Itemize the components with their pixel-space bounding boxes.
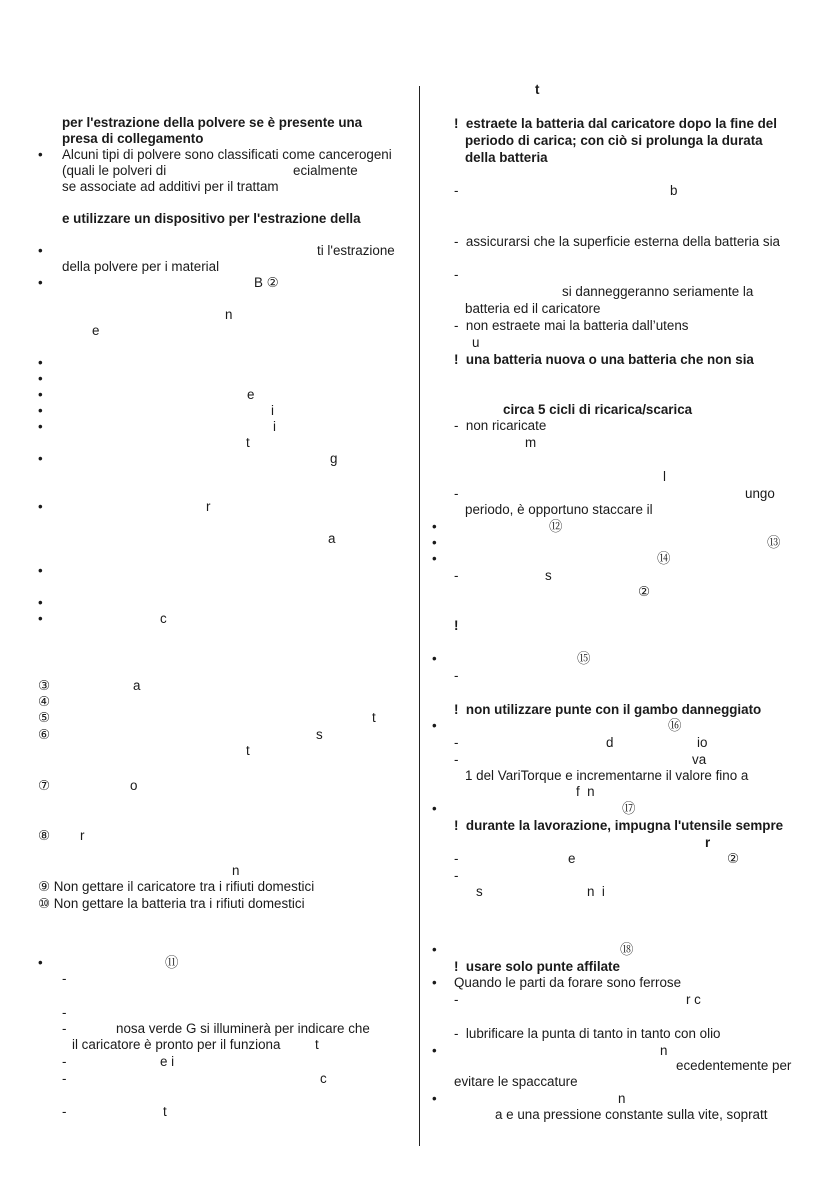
right-text-line: • xyxy=(432,551,437,566)
left-text-line: o xyxy=(130,778,138,793)
right-text-line: t xyxy=(535,82,540,97)
right-text-line: • xyxy=(432,1091,437,1106)
left-text-line: • xyxy=(38,451,43,466)
left-text-line: - xyxy=(62,1104,67,1119)
right-text-line: • xyxy=(432,519,437,534)
left-text-line: il caricatore è pronto per il funziona xyxy=(72,1037,281,1052)
right-text-line: b xyxy=(670,183,678,198)
left-text-line: • xyxy=(38,371,43,386)
right-text-line: - xyxy=(454,992,459,1007)
left-text-line: se associate ad additivi per il trattam xyxy=(62,179,279,194)
left-text-line: a xyxy=(133,678,141,693)
right-text-line: - lubrificare la punta di tanto in tanto con olio xyxy=(454,1026,721,1041)
right-text-line: ! usare solo punte affilate xyxy=(454,959,620,974)
right-text-line: s xyxy=(545,568,552,583)
left-text-line: g xyxy=(330,451,338,466)
right-text-line: batteria ed il caricatore xyxy=(465,301,601,316)
right-text-line: • xyxy=(432,718,437,733)
left-text-line: - xyxy=(62,1054,67,1069)
right-text-line: evitare le spaccature xyxy=(454,1074,578,1089)
right-text-line: - assicurarsi che la superficie esterna della batteria sia xyxy=(454,234,780,249)
right-text-line: circa 5 cicli di ricarica/scarica xyxy=(503,402,693,417)
right-text-line: ⑮ xyxy=(577,651,591,666)
right-text-line: - xyxy=(454,267,459,282)
right-text-line: a e una pressione constante sulla vite, sopratt xyxy=(495,1107,768,1122)
right-text-line: • xyxy=(432,975,437,990)
left-text-line: - xyxy=(62,1071,67,1086)
right-text-line: ⑫ xyxy=(549,519,563,534)
right-text-line: n xyxy=(660,1043,668,1058)
left-text-line: per l'estrazione della polvere se è presente una xyxy=(62,115,363,130)
left-text-line: t xyxy=(315,1037,319,1052)
left-text-line: • xyxy=(38,563,43,578)
left-text-line: (quali le polveri di xyxy=(62,163,167,178)
right-text-line: ecedentemente per xyxy=(676,1058,792,1073)
right-text-line: ⑱ xyxy=(620,942,634,957)
left-text-line: e xyxy=(247,387,255,402)
left-text-line: ④ xyxy=(38,694,51,709)
right-text-line: - xyxy=(454,668,459,683)
left-text-line: s xyxy=(316,727,323,742)
left-text-line: • xyxy=(38,243,43,258)
right-text-line: - xyxy=(454,183,459,198)
right-text-line: Quando le parti da forare sono ferrose xyxy=(454,975,682,990)
left-text-line: ti l'estrazione xyxy=(317,243,395,258)
right-text-line: s xyxy=(476,884,483,899)
right-text-line: ! xyxy=(454,618,459,633)
left-text-line: • xyxy=(38,355,43,370)
right-text-line: - non ricaricate xyxy=(454,418,547,433)
right-text-line: ⑰ xyxy=(622,801,636,816)
left-text-line: nosa verde G si illuminerà per indicare che xyxy=(116,1021,370,1036)
left-text-line: • xyxy=(38,611,43,626)
right-text-line: della batteria xyxy=(465,150,548,165)
left-text-line: i xyxy=(273,419,276,434)
left-text-line: • xyxy=(38,387,43,402)
right-text-line: u xyxy=(472,335,480,350)
left-text-line: ⑩ Non gettare la batteria tra i rifiuti domestici xyxy=(38,896,305,911)
right-text-line: • xyxy=(432,535,437,550)
left-text-line: i xyxy=(271,403,274,418)
left-text-line: presa di collegamento xyxy=(62,131,204,146)
right-text-line: • xyxy=(432,651,437,666)
right-text-line: m xyxy=(525,435,537,450)
right-text-line: • xyxy=(432,801,437,816)
left-text-line: n xyxy=(225,307,233,322)
right-text-line: va xyxy=(692,752,707,767)
right-text-line: periodo di carica; con ciò si prolunga la durata xyxy=(465,133,763,148)
right-text-line: ! non utilizzare punte con il gambo danneggiato xyxy=(454,702,762,717)
left-text-line: ⑨ Non gettare il caricatore tra i rifiuti domestici xyxy=(38,879,315,894)
left-text-line: ecialmente xyxy=(293,163,358,178)
right-text-line: - xyxy=(454,735,459,750)
left-text-line: - xyxy=(62,1005,67,1020)
right-text-line: ② xyxy=(727,851,740,866)
left-text-line: ③ xyxy=(38,678,51,693)
right-text-line: ! una batteria nuova o una batteria che non sia xyxy=(454,352,754,367)
left-text-line: ⑤ xyxy=(38,710,51,725)
right-text-line: • xyxy=(432,1043,437,1058)
left-text-line: t xyxy=(163,1104,167,1119)
right-text-line: 1 del VariTorque e incrementarne il valore fino a xyxy=(465,768,749,783)
left-text-line: • xyxy=(38,955,43,970)
left-text-line: B ② xyxy=(254,275,279,290)
left-text-line: ⑪ xyxy=(165,955,179,970)
left-text-line: • xyxy=(38,275,43,290)
left-text-line: - xyxy=(62,971,67,986)
right-text-line: ② xyxy=(638,584,651,599)
right-text-line: e xyxy=(568,851,576,866)
left-text-line: e i xyxy=(160,1054,175,1069)
right-text-line: si danneggeranno seriamente la xyxy=(562,284,754,299)
left-text-line: r xyxy=(80,828,85,843)
left-text-line: e xyxy=(92,323,100,338)
right-text-line: - xyxy=(454,486,459,501)
column-divider xyxy=(419,86,420,1146)
right-text-line: • xyxy=(432,942,437,957)
right-text-line: r c xyxy=(686,992,701,1007)
left-text-line: - xyxy=(62,1021,67,1036)
left-text-line: t xyxy=(372,710,376,725)
left-text-line: t xyxy=(246,435,250,450)
left-text-line: della polvere per i material xyxy=(62,259,220,274)
right-text-line: - xyxy=(454,868,459,883)
right-text-line: ⑬ xyxy=(767,535,781,550)
right-text-line: ! estraete la batteria dal caricatore dopo la fine del xyxy=(454,116,777,131)
right-text-line: ⑯ xyxy=(668,718,682,733)
right-text-line: - non estraete mai la batteria dall’utens xyxy=(454,318,689,333)
left-text-line: n xyxy=(232,863,240,878)
right-text-line: d xyxy=(606,735,614,750)
right-text-line: n i xyxy=(587,884,605,899)
right-text-line: ! durante la lavorazione, impugna l'utensile sempre xyxy=(454,818,784,833)
left-text-line: a xyxy=(328,531,336,546)
right-text-line: - xyxy=(454,851,459,866)
left-text-line: • xyxy=(38,595,43,610)
right-text-line: f n xyxy=(576,784,595,799)
right-text-line: - xyxy=(454,568,459,583)
left-text-line: Alcuni tipi di polvere sono classificati come cancerogeni xyxy=(62,147,392,162)
left-text-line: • xyxy=(38,403,43,418)
left-text-line: ⑧ xyxy=(38,828,51,843)
left-text-line: e utilizzare un dispositivo per l'estrazione della xyxy=(62,211,361,226)
right-text-line: l xyxy=(663,469,666,484)
right-text-line: n xyxy=(618,1091,626,1106)
left-text-line: • xyxy=(38,499,43,514)
left-text-line: ⑥ xyxy=(38,727,51,742)
right-text-line: r xyxy=(705,835,711,850)
right-text-line: ungo xyxy=(745,486,775,501)
right-text-line: - xyxy=(454,752,459,767)
left-text-line: • xyxy=(38,147,43,162)
left-text-line: r xyxy=(206,499,211,514)
right-text-line: ⑭ xyxy=(657,551,671,566)
right-text-line: periodo, è opportuno staccare il xyxy=(465,502,653,517)
left-text-line: c xyxy=(320,1071,327,1086)
left-text-line: ⑦ xyxy=(38,778,51,793)
right-text-line: io xyxy=(697,735,708,750)
left-text-line: • xyxy=(38,419,43,434)
left-text-line: t xyxy=(246,743,250,758)
left-text-line: c xyxy=(160,611,167,626)
